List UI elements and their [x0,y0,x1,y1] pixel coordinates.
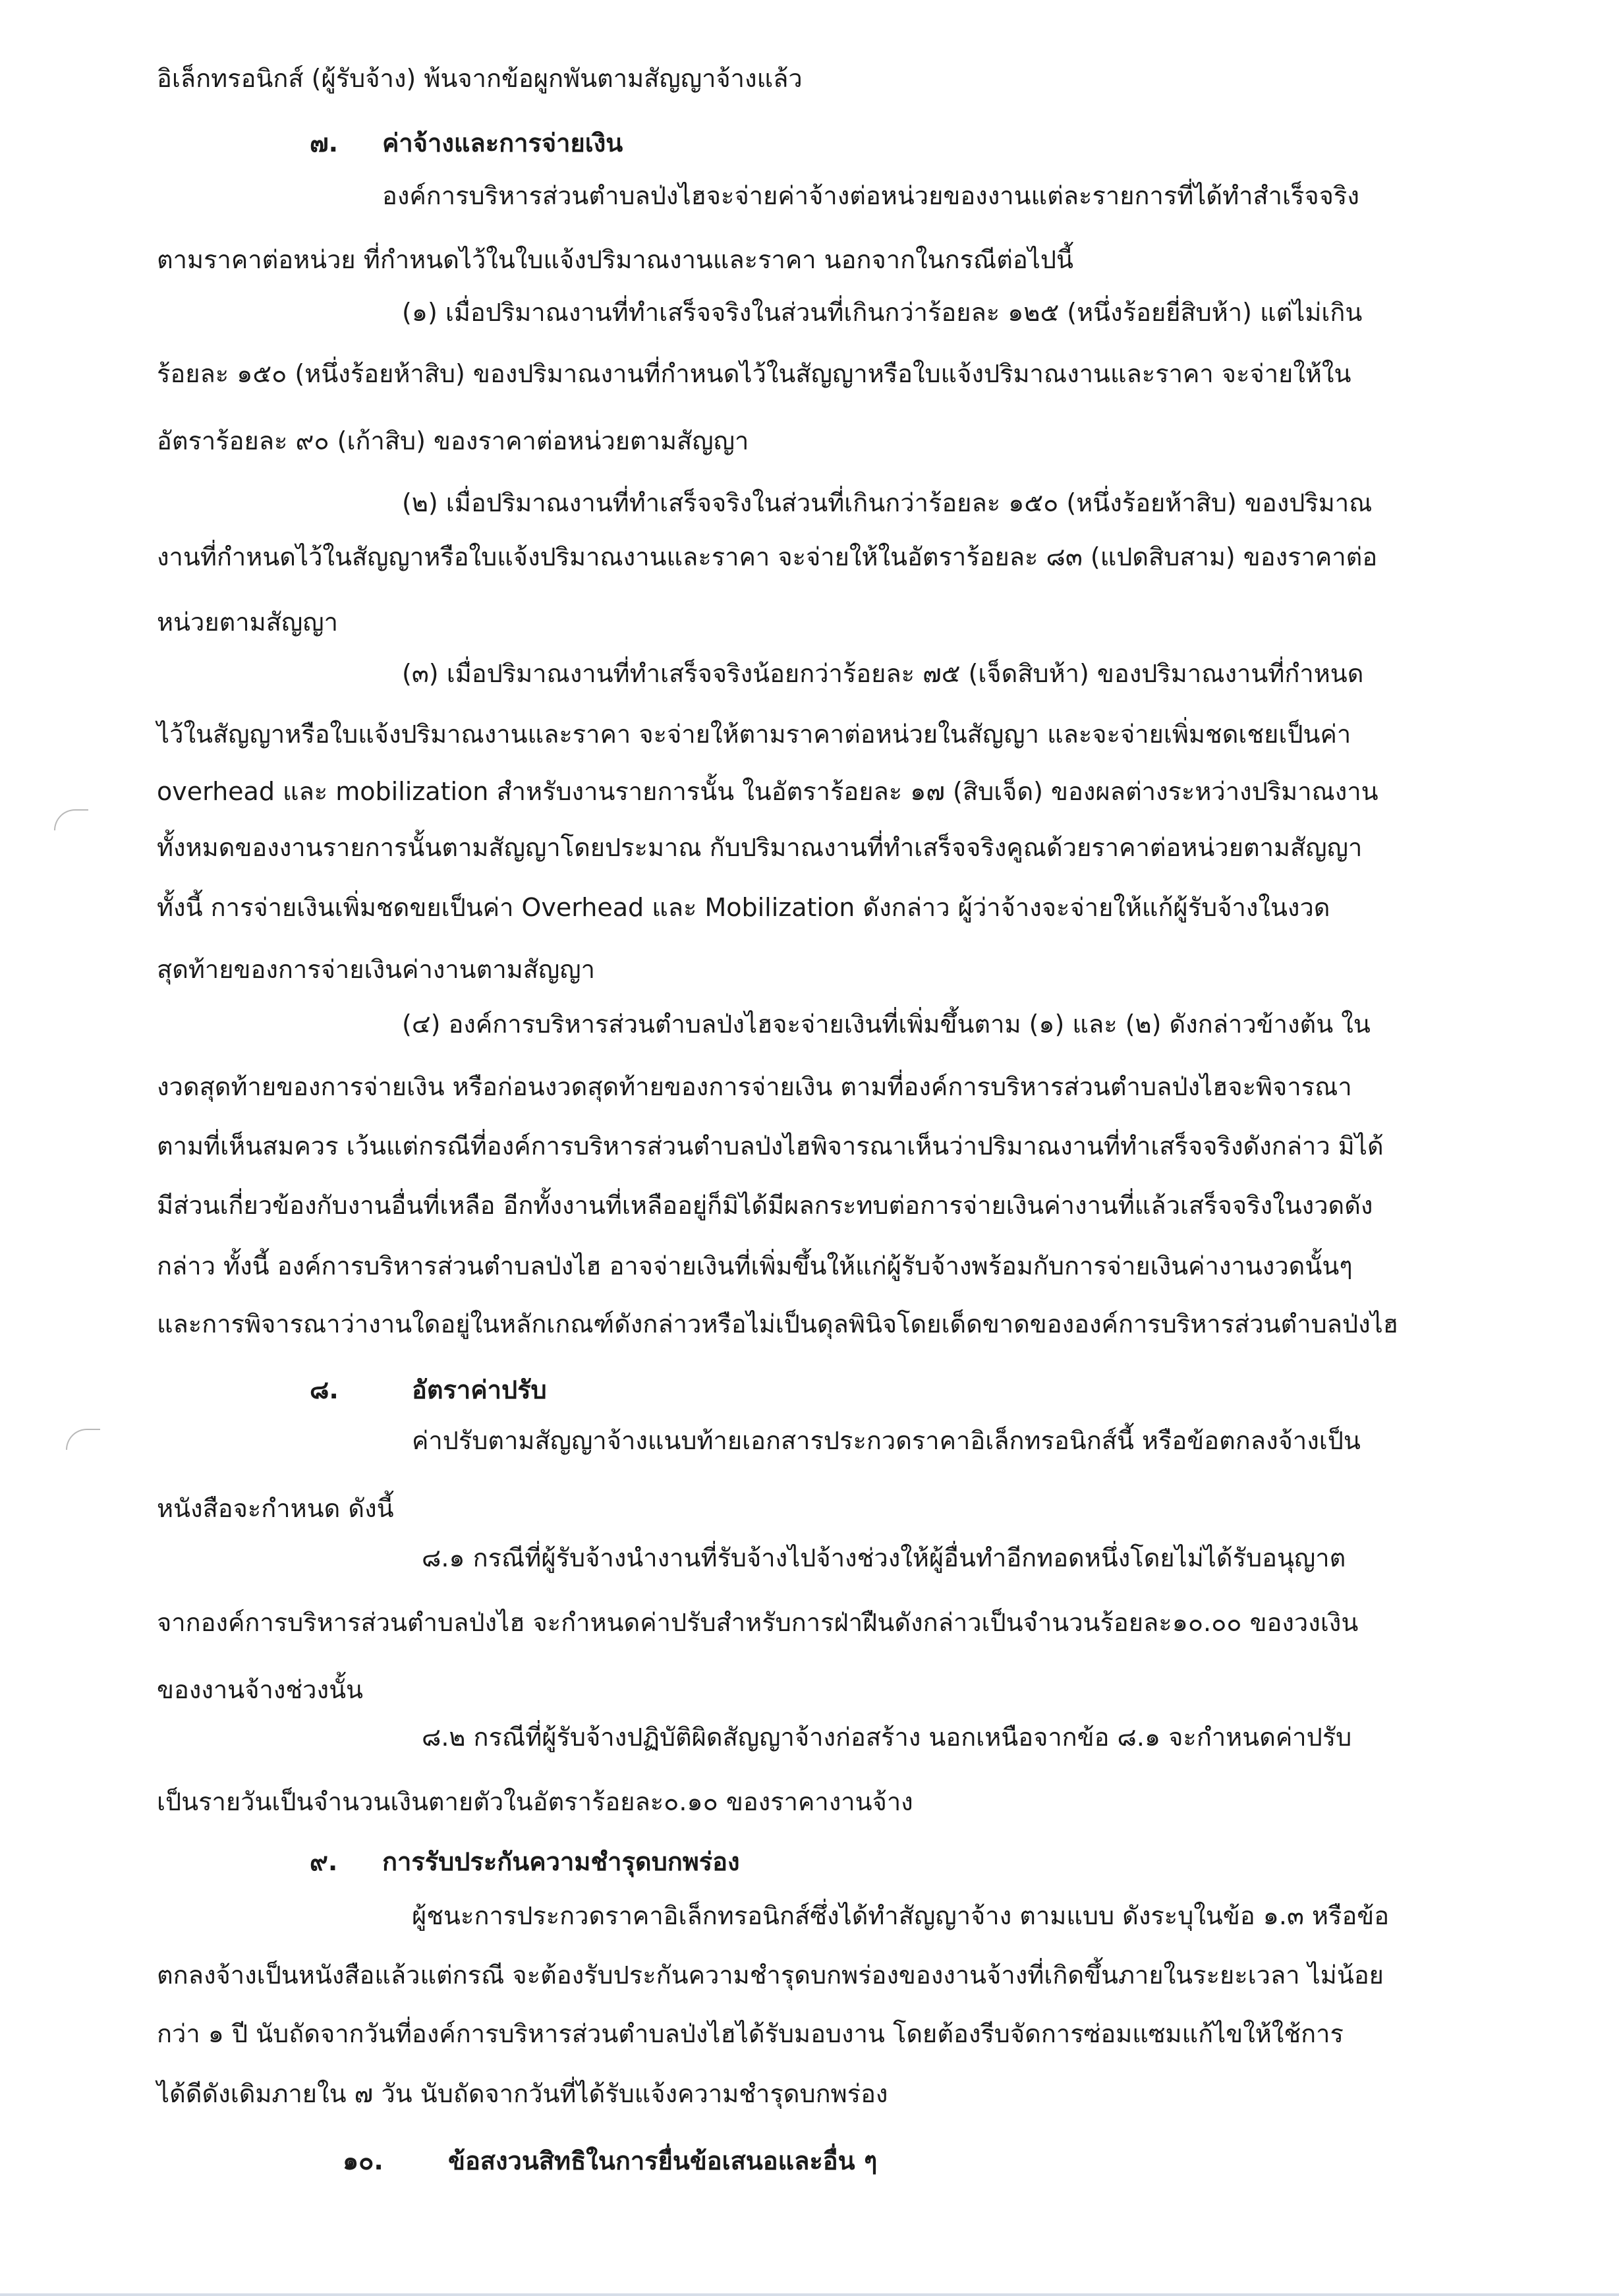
body-line: และการพิจารณาว่างานใดอยู่ในหลักเกณฑ์ดังกล่าวหรือไม่เป็นดุลพินิจโดยเด็ดขาดขององค์การบริหารส่วนตำบลป่งไฮ [157,1309,1398,1338]
section-8-heading: อัตราค่าปรับ [412,1375,547,1404]
body-line: อิเล็กทรอนิกส์ (ผู้รับจ้าง) พ้นจากข้อผูกพันตามสัญญาจ้างแล้ว [157,64,803,93]
body-line: ไว้ในสัญญาหรือใบแจ้งปริมาณงานและราคา จะจ่ายให้ตามราคาต่อหน่วยในสัญญา และจะจ่ายเพิ่มชดเชยเป็นค่า [157,720,1351,749]
body-line: ๘.๑ กรณีที่ผู้รับจ้างนำงานที่รับจ้างไปจ้างช่วงให้ผู้อื่นทำอีกทอดหนึ่งโดยไม่ได้รับอนุญาต [422,1543,1346,1572]
section-10-number: ๑๐. [343,2146,383,2175]
body-line: ตามที่เห็นสมควร เว้นแต่กรณีที่องค์การบริหารส่วนตำบลป่งไฮพิจารณาเห็นว่าปริมาณงานที่ทำเสร็จจริงดังกล่าว มิได้ [157,1132,1384,1161]
body-line: ร้อยละ ๑๕๐ (หนึ่งร้อยห้าสิบ) ของปริมาณงานที่กำหนดไว้ในสัญญาหรือใบแจ้งปริมาณงานและราคา จะจ่ายให้ใน [157,359,1351,388]
body-line: ได้ดีดังเดิมภายใน ๗ วัน นับถัดจากวันที่ได้รับแจ้งความชำรุดบกพร่อง [157,2079,888,2108]
body-line: ของงานจ้างช่วงนั้น [157,1675,364,1704]
body-line: ตกลงจ้างเป็นหนังสือแล้วแต่กรณี จะต้องรับประกันความชำรุดบกพร่องของงานจ้างที่เกิดขึ้นภายในระยะเวลา ไม่น้อย [157,1961,1384,1990]
scan-punch-mark [54,809,88,830]
body-line: หนังสือจะกำหนด ดังนี้ [157,1494,394,1523]
scan-punch-mark [66,1429,100,1450]
body-line: ตามราคาต่อหน่วย ที่กำหนดไว้ในใบแจ้งปริมาณงานและราคา นอกจากในกรณีต่อไปนี้ [157,245,1073,274]
body-line: ทั้งนี้ การจ่ายเงินเพิ่มชดขยเป็นค่า Overhead และ Mobilization ดังกล่าว ผู้ว่าจ้างจะจ่ายให้แก้ผู้รับจ้างในงวด [157,893,1330,922]
body-line: หน่วยตามสัญญา [157,608,338,637]
body-line: ค่าปรับตามสัญญาจ้างแนบท้ายเอกสารประกวดราคาอิเล็กทรอนิกส์นี้ หรือข้อตกลงจ้างเป็น [412,1426,1361,1455]
body-line: งานที่กำหนดไว้ในสัญญาหรือใบแจ้งปริมาณงานและราคา จะจ่ายให้ในอัตราร้อยละ ๘๓ (แปดสิบสาม) ของราคาต่อ [157,542,1378,571]
body-line: กว่า ๑ ปี นับถัดจากวันที่องค์การบริหารส่วนตำบลป่งไฮได้รับมอบงาน โดยต้องรีบจัดการซ่อมแซมแก้ไขให้ใช้การ [157,2019,1344,2048]
body-line: อัตราร้อยละ ๙๐ (เก้าสิบ) ของราคาต่อหน่วยตามสัญญา [157,426,749,455]
body-line: มีส่วนเกี่ยวข้องกับงานอื่นที่เหลือ อีกทั้งงานที่เหลืออยู่ก็มิได้มีผลกระทบต่อการจ่ายเงินค่างานที่แล้วเสร็จจริงในงวดดัง [157,1191,1373,1220]
body-line: องค์การบริหารส่วนตำบลป่งไฮจะจ่ายค่าจ้างต่อหน่วยของงานแต่ละรายการที่ได้ทำสำเร็จจริง [382,181,1359,210]
scan-bottom-edge [0,2293,1619,2296]
body-line: งวดสุดท้ายของการจ่ายเงิน หรือก่อนงวดสุดท้ายของการจ่ายเงิน ตามที่องค์การบริหารส่วนตำบลป่งไฮจะพิจารณา [157,1072,1352,1101]
body-line: (๓) เมื่อปริมาณงานที่ทำเสร็จจริงน้อยกว่าร้อยละ ๗๕ (เจ็ดสิบห้า) ของปริมาณงานที่กำหนด [402,659,1364,688]
body-line: ๘.๒ กรณีที่ผู้รับจ้างปฏิบัติผิดสัญญาจ้างก่อสร้าง นอกเหนือจากข้อ ๘.๑ จะกำหนดค่าปรับ [422,1723,1352,1752]
body-line: ผู้ชนะการประกวดราคาอิเล็กทรอนิกส์ซึ่งได้ทำสัญญาจ้าง ตามแบบ ดังระบุในข้อ ๑.๓ หรือข้อ [412,1901,1390,1930]
body-line: สุดท้ายของการจ่ายเงินค่างานตามสัญญา [157,955,595,984]
body-line: จากองค์การบริหารส่วนตำบลป่งไฮ จะกำหนดค่าปรับสำหรับการฝ่าฝืนดังกล่าวเป็นจำนวนร้อยละ๑๐.๐๐ ของวงเงิน [157,1608,1359,1637]
body-line: เป็นรายวันเป็นจำนวนเงินตายตัวในอัตราร้อยละ๐.๑๐ ของราคางานจ้าง [157,1787,913,1816]
section-7-heading: ค่าจ้างและการจ่ายเงิน [382,129,623,158]
body-line: overhead และ mobilization สำหรับงานรายการนั้น ในอัตราร้อยละ ๑๗ (สิบเจ็ด) ของผลต่างระหว่างปริมาณงาน [157,777,1378,806]
body-line: ทั้งหมดของงานรายการนั้นตามสัญญาโดยประมาณ กับปริมาณงานที่ทำเสร็จจริงคูณด้วยราคาต่อหน่วยตามสัญญา [157,833,1363,862]
body-line: (๔) องค์การบริหารส่วนตำบลป่งไฮจะจ่ายเงินที่เพิ่มขึ้นตาม (๑) และ (๒) ดังกล่าวข้างต้น ใน [402,1010,1371,1039]
body-line: (๑) เมื่อปริมาณงานที่ทำเสร็จจริงในส่วนที่เกินกว่าร้อยละ ๑๒๕ (หนึ่งร้อยยี่สิบห้า) แต่ไม่เกิน [402,298,1363,327]
section-7-number: ๗. [310,129,339,158]
section-9-number: ๙. [310,1847,338,1876]
body-line: กล่าว ทั้งนี้ องค์การบริหารส่วนตำบลป่งไฮ อาจจ่ายเงินที่เพิ่มขึ้นให้แก่ผู้รับจ้างพร้อมกับการจ่ายเงินค่างานงวดนั้นๆ [157,1251,1353,1280]
body-line: (๒) เมื่อปริมาณงานที่ทำเสร็จจริงในส่วนที่เกินกว่าร้อยละ ๑๕๐ (หนึ่งร้อยห้าสิบ) ของปริมาณ [402,488,1373,517]
section-10-heading: ข้อสงวนสิทธิในการยื่นข้อเสนอและอื่น ๆ [448,2146,878,2175]
section-8-number: ๘. [310,1375,339,1404]
section-9-heading: การรับประกันความชำรุดบกพร่อง [382,1847,740,1876]
